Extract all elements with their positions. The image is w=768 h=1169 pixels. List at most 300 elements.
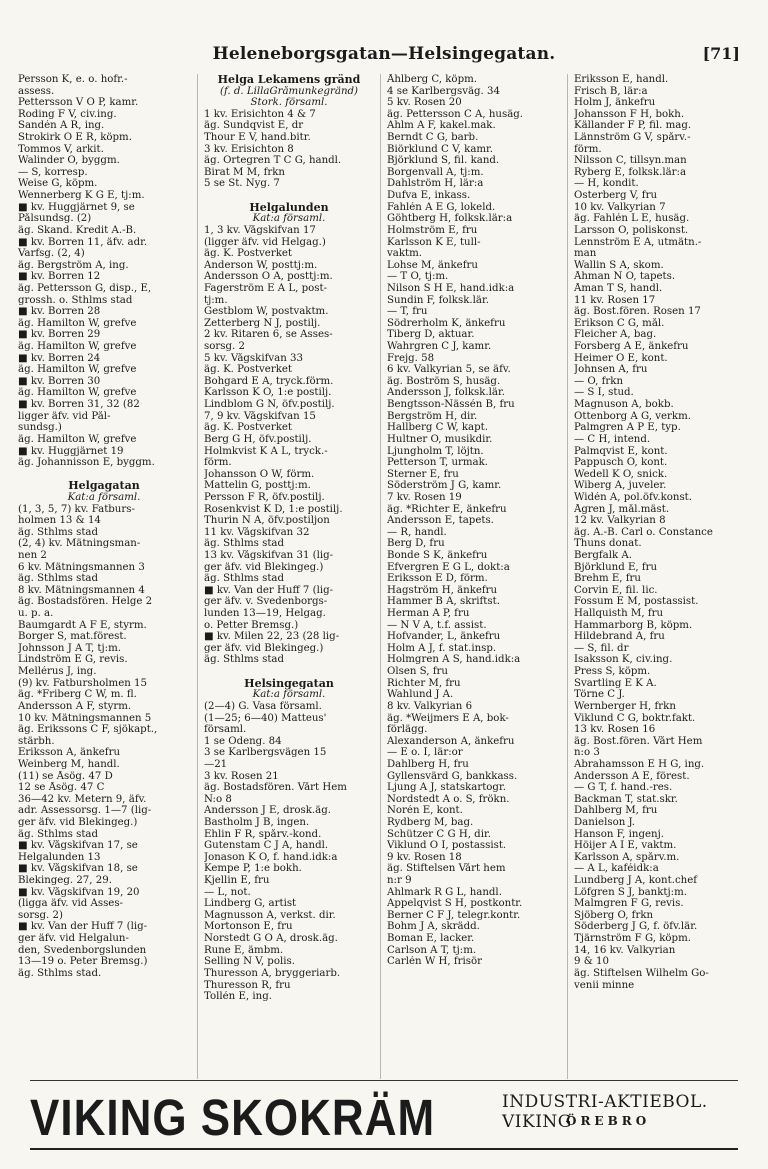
- directory-line: Strokirk O E R, köpm.: [18, 132, 132, 144]
- directory-line: — H, kondit.: [574, 178, 639, 190]
- directory-line: Larsson O, poliskonst.: [574, 224, 689, 236]
- directory-line: tj:m.: [204, 294, 228, 306]
- directory-line: — N V A, t.f. assist.: [387, 619, 487, 631]
- ad-rule-top: [30, 1080, 738, 1081]
- directory-line: Ahlmark R G L, handl.: [387, 886, 502, 898]
- directory-line: Baumgardt A F E, styrm.: [18, 619, 147, 631]
- directory-line: Pettersson V O P, kamr.: [18, 97, 139, 109]
- directory-line: ligger äfv. vid Pål-: [18, 410, 111, 422]
- directory-line: äg. Bost.fören. Vårt Hem: [574, 735, 703, 747]
- directory-line: ■ kv. Borren 24: [18, 352, 101, 364]
- directory-line: Corvin E, fil. lic.: [574, 584, 658, 596]
- directory-line: ■ kv. Vågskifvan 17, se: [18, 840, 138, 852]
- directory-line: Wahrgren C J, kamr.: [387, 341, 492, 353]
- directory-line: äg. Stiftelsen Wilhelm Go-: [574, 967, 709, 979]
- directory-line: Norstedt G O A, drosk.äg.: [204, 933, 338, 945]
- directory-line: Fleicher A, bag.: [574, 329, 657, 341]
- directory-line: 6 kv. Valkyrian 5, se äfv.: [387, 364, 511, 376]
- directory-line: ■ kv. Huggjärnet 9, se: [18, 201, 135, 213]
- directory-line: [204, 666, 374, 678]
- directory-line: äg. Sundqvist E, dr: [204, 120, 304, 132]
- advertisement-banner: [30, 1090, 738, 1150]
- directory-line: assess.: [18, 85, 55, 97]
- directory-line: Danielson J.: [574, 817, 636, 828]
- directory-line: holmen 13 & 14: [18, 515, 101, 527]
- directory-line: äg. Bost.fören. Rosen 17: [574, 306, 701, 318]
- directory-line: Höijer A I E, vaktm.: [574, 840, 677, 852]
- directory-line: Södrerholm K, änkefru: [387, 317, 506, 329]
- directory-line: Hallberg C W, kapt.: [387, 422, 488, 434]
- directory-line: Borger S, mat.förest.: [18, 631, 127, 643]
- directory-line: (f. d. LillaGråmunkegränd): [219, 85, 359, 97]
- directory-line: Lennström E A, utmätn.-: [574, 236, 702, 248]
- directory-line: Ehlin F R, spårv.-kond.: [204, 828, 322, 840]
- directory-line: n:r 9: [387, 875, 412, 887]
- directory-line: 8 kv. Valkyrian 6: [387, 700, 473, 712]
- directory-line: Hammer B A, skriftst.: [387, 596, 500, 608]
- directory-line: Andersson O A, posttj:m.: [204, 271, 333, 283]
- directory-line: ■ kv. Borren 29: [18, 329, 101, 341]
- directory-line: — T O, tj:m.: [387, 271, 449, 283]
- directory-line: Wallin S A, skom.: [574, 259, 664, 271]
- directory-line: grossh. o. Sthlms stad: [18, 294, 133, 306]
- directory-line: Herman A P, fru: [387, 608, 470, 620]
- directory-line: 13—19 o. Peter Bremsg.): [18, 956, 148, 968]
- directory-line: Carlén W H, frisör: [387, 956, 483, 968]
- directory-line: lunden 13—19, Helgag.: [204, 608, 326, 620]
- directory-line: Karlsson K E, tull-: [387, 236, 481, 248]
- directory-line: Roding F V, civ.ing.: [18, 108, 117, 120]
- directory-line: Thurin N A, öfv.postiljon: [204, 515, 330, 527]
- directory-line: ■ kv. Borren 28: [18, 306, 101, 318]
- directory-line: adr. Assessorsg. 1—7 (lig-: [18, 805, 152, 817]
- directory-line: u. p. a.: [18, 608, 54, 620]
- directory-line: Lohse M, änkefru: [387, 259, 478, 271]
- directory-line: Borgenvall A, tj:m.: [387, 166, 484, 178]
- column-1: [18, 74, 190, 1079]
- directory-line: Ågren J, mål.mäst.: [574, 503, 670, 515]
- directory-line: Gutenstam C J A, handl.: [204, 840, 329, 852]
- directory-line: Tommos V, arkit.: [18, 143, 104, 155]
- directory-line: äg. K. Postverket: [204, 422, 293, 434]
- directory-line: Lännström G V, spårv.-: [574, 132, 691, 144]
- directory-line: ■ kv. Van der Huff 7 (lig-: [18, 921, 148, 933]
- directory-line: Sterner E, fru: [387, 468, 459, 480]
- directory-line: ger äfv. vid Blekingeg.): [204, 642, 324, 654]
- directory-line: 10 kv. Valkyrian 7: [574, 201, 666, 213]
- directory-line: Anderson W, posttj:m.: [204, 259, 318, 271]
- directory-line: Zetterberg N J, postilj.: [204, 317, 321, 329]
- directory-line: äg. *Friberg C W, m. fl.: [18, 689, 137, 701]
- directory-line: Efvergren E G L, dokt:a: [387, 561, 510, 573]
- directory-line: Sandén A R, ing.: [18, 120, 105, 132]
- ad-rule-bottom: [30, 1148, 738, 1150]
- directory-line: Forsberg A E, änkefru: [574, 341, 689, 353]
- directory-line: (2, 4) kv. Mätningsman-: [18, 538, 141, 550]
- directory-line: Palmqvist E, kont.: [574, 445, 668, 457]
- directory-line: Andersson E, tapets.: [387, 515, 494, 527]
- directory-line: Magnuson A, bokb.: [574, 399, 674, 411]
- directory-line: Söderström J G, kamr.: [387, 480, 502, 492]
- directory-line: Press S, köpm.: [574, 666, 651, 678]
- directory-line: Fahlén A E G, lokeld.: [387, 201, 496, 213]
- directory-line: 5 kv. Vågskifvan 33: [204, 352, 303, 364]
- directory-line: Sjöberg O, frkn: [574, 909, 654, 921]
- directory-line: Andersson A F, styrm.: [18, 700, 132, 712]
- directory-line: Svartling E K A.: [574, 677, 657, 689]
- directory-line: äg. Sthlms stad: [204, 573, 285, 585]
- directory-line: Sundin F, folksk.lär.: [387, 294, 489, 306]
- directory-line: 1 se Odeng. 84: [204, 735, 282, 747]
- directory-line: — O, frkn: [574, 375, 624, 387]
- directory-line: Andersson J E, drosk.äg.: [204, 805, 331, 817]
- directory-line: Nordstedt A o. S, frökn.: [387, 793, 510, 805]
- directory-line: Fossum E M, postassist.: [574, 596, 699, 608]
- directory-line: — L, not.: [204, 886, 251, 898]
- directory-line: Wedell K O, snick.: [574, 468, 668, 480]
- directory-line: 1, 3 kv. Vågskifvan 17: [204, 224, 316, 236]
- directory-columns: [18, 74, 754, 1079]
- directory-line: Kat:a församl.: [252, 689, 326, 701]
- directory-line: Biörklund C V, kamr.: [387, 143, 494, 155]
- directory-line: 8 kv. Mätningsmannen 4: [18, 584, 145, 596]
- directory-line: stärbh.: [18, 735, 55, 747]
- directory-line: Bergström H, dir.: [387, 410, 478, 422]
- directory-line: Fagerström E A L, post-: [204, 282, 328, 294]
- directory-line: Lindblom G N, öfv.postilj.: [204, 399, 335, 411]
- directory-line: Blekingeg. 27, 29.: [18, 875, 112, 887]
- directory-line: äg. Sthlms stad: [18, 573, 99, 585]
- directory-line: den, Svedenborgslunden: [18, 944, 147, 956]
- directory-line: Hanson F, ingenj.: [574, 828, 664, 840]
- directory-line: (9) kv. Fatbursholmen 15: [18, 677, 147, 689]
- directory-line: ■ kv. Borren 11, äfv. adr.: [18, 236, 148, 248]
- directory-line: sorsg. 2: [204, 341, 245, 353]
- directory-line: Viklund O I, postassist.: [387, 840, 507, 852]
- directory-line: Berg D, fru: [387, 538, 445, 550]
- directory-line: Holmgren A S, hand.idk:a: [387, 654, 521, 666]
- directory-line: Lindberg G, artist: [204, 898, 297, 910]
- directory-line: Källander F P, fil. mag.: [574, 120, 692, 132]
- directory-line: 6 kv. Mätningsmannen 3: [18, 561, 145, 573]
- directory-line: förm.: [574, 143, 602, 155]
- directory-line: äg. Hamilton W, grefve: [18, 317, 137, 329]
- directory-line: 9 & 10: [574, 956, 609, 968]
- directory-line: ■ kv. Borren 31, 32 (82: [18, 399, 140, 411]
- ad-company: INDUSTRI-AKTIEBOL. VIKING: [502, 1092, 708, 1132]
- directory-line: äg. Sthlms stad: [204, 538, 285, 550]
- directory-line: Palmgren A P E, typ.: [574, 422, 681, 434]
- directory-line: Selling N V, polis.: [204, 956, 295, 968]
- directory-line: Thuresson A, bryggeriarb.: [204, 967, 341, 979]
- directory-line: (11) se Åsög. 47 D: [18, 770, 113, 782]
- directory-line: Petterson T, urmak.: [387, 457, 489, 469]
- directory-line: Dahlström H, lär:a: [387, 178, 484, 190]
- directory-line: ■ kv. Vågskifvan 18, se: [18, 863, 138, 875]
- directory-line: Appelqvist S H, postkontr.: [387, 898, 523, 910]
- directory-line: äg. K. Postverket: [204, 248, 293, 260]
- column-divider: [567, 74, 568, 1079]
- directory-line: Malmgren F G, revis.: [574, 898, 684, 910]
- directory-line: Dahlberg M, fru: [574, 805, 658, 817]
- directory-line: äg. Erikssons C F, sjökapt.,: [18, 724, 158, 736]
- directory-line: äg. Sthlms stad: [18, 526, 99, 538]
- directory-line: (ligga äfv. vid Asses-: [18, 898, 123, 910]
- directory-line: Berg G H, öfv.postilj.: [204, 433, 312, 445]
- directory-line: Hildebrand A, fru: [574, 631, 665, 643]
- ad-city: ÖREBRO: [566, 1114, 651, 1128]
- directory-line: Hallquisth M, fru: [574, 608, 664, 620]
- column-2: [204, 74, 374, 1079]
- directory-line: 7, 9 kv. Vågskifvan 15: [204, 410, 316, 422]
- directory-line: Kat:a församl.: [67, 491, 141, 503]
- directory-line: äg. Stiftelsen Vårt hem: [387, 863, 506, 875]
- directory-line: Österberg V, fru: [574, 190, 658, 202]
- directory-line: äg. *Weijmers E A, bok-: [387, 712, 509, 724]
- directory-line: Hultner O, musikdir.: [387, 433, 493, 445]
- ad-brand: VIKING SKOKRÄM: [30, 1090, 436, 1147]
- directory-line: ger äfv. vid Blekingeg.): [204, 561, 324, 573]
- directory-line: Weise G, köpm.: [18, 178, 98, 190]
- directory-line: Alexanderson A, änkefru: [387, 735, 515, 747]
- directory-line: ■ kv. Vågskifvan 19, 20: [18, 886, 140, 898]
- directory-line: N:o 8: [204, 793, 232, 805]
- column-4: [574, 74, 754, 1079]
- directory-line: Karlsson K O, 1:e postilj.: [204, 387, 332, 399]
- directory-line: äg. Boström S, husäg.: [387, 375, 501, 387]
- directory-line: Viklund C G, boktr.fakt.: [574, 712, 696, 724]
- directory-line: Wennerberg K G E, tj:m.: [18, 190, 145, 202]
- directory-line: äg. Örtegren T C G, handl.: [204, 155, 342, 167]
- directory-line: Mattelin G, posttj:m.: [204, 480, 311, 492]
- directory-line: Hammarborg B, köpm.: [574, 619, 693, 631]
- directory-line: — S, fil. dr: [574, 642, 629, 654]
- directory-line: 13 kv. Vågskifvan 31 (lig-: [204, 549, 334, 561]
- directory-line: Andersson A E, förest.: [574, 770, 690, 782]
- directory-line: Isaksson K, civ.ing.: [574, 654, 673, 666]
- directory-line: Eriksson E, handl.: [574, 74, 669, 85]
- directory-line: Gestblom W, postvaktm.: [204, 306, 329, 318]
- directory-line: Göhtberg H, folksk.lär:a: [387, 213, 513, 225]
- directory-line: nen 2: [18, 549, 47, 561]
- directory-line: äg. *Richter E, änkefru: [387, 503, 507, 515]
- directory-line: Berndt C G, barb.: [387, 132, 479, 144]
- directory-line: Schützer C G H, dir.: [387, 828, 491, 840]
- directory-line: ■ kv. Van der Huff 7 (lig-: [204, 584, 334, 596]
- directory-line: sundsg.): [18, 422, 62, 434]
- directory-line: Eriksson E D, förm.: [387, 573, 488, 585]
- directory-line: äg. Hamilton W, grefve: [18, 341, 137, 353]
- directory-line: Dahlberg H, fru: [387, 758, 469, 770]
- directory-line: Wiberg A, juveler.: [574, 480, 667, 492]
- directory-line: Holm J, änkefru: [574, 97, 656, 109]
- directory-line: 3 kv. Erisichton 8: [204, 143, 294, 155]
- directory-line: Helga Lekamens gränd: [217, 74, 361, 86]
- directory-line: Wernberger H, frkn: [574, 700, 676, 712]
- directory-line: Weinberg M, handl.: [18, 758, 120, 770]
- directory-line: äg. Pettersson C A, husäg.: [387, 108, 524, 120]
- directory-line: Magnusson A, verkst. dir.: [204, 909, 336, 921]
- directory-line: Norén E, kont.: [387, 805, 463, 817]
- directory-line: 4 se Karlbergsväg. 34: [387, 85, 500, 97]
- directory-line: Wahlund J A.: [387, 689, 454, 701]
- directory-line: Bohm J A, skrädd.: [387, 921, 480, 933]
- directory-line: Lundberg J A, kont.chef: [574, 875, 698, 887]
- directory-line: Kempe P, 1:e bokh.: [204, 863, 302, 875]
- directory-line: Pappusch O, kont.: [574, 457, 668, 469]
- directory-line: ■ kv. Borren 12: [18, 271, 101, 283]
- directory-line: ■ kv. Milen 22, 23 (28 lig-: [204, 631, 340, 643]
- directory-line: Kat:a församl.: [252, 213, 326, 225]
- directory-line: Frejg. 58: [387, 352, 435, 364]
- directory-line: 36—42 kv. Metern 9, äfv.: [18, 793, 147, 805]
- directory-line: vaktm.: [387, 248, 422, 260]
- directory-line: äg. Hamilton W, grefve: [18, 364, 137, 376]
- directory-line: — R, handl.: [387, 526, 447, 538]
- directory-line: Helgagatan: [68, 480, 140, 492]
- directory-line: [204, 190, 374, 202]
- page-title: Heleneborgsgatan—Helsingegatan.: [212, 44, 556, 64]
- directory-line: Tollén E, ing.: [204, 991, 272, 1003]
- directory-line: Abrahamsson E H G, ing.: [574, 758, 705, 770]
- directory-line: 12 se Åsög. 47 C: [18, 782, 105, 794]
- directory-line: Nilson S H E, hand.idk:a: [387, 282, 515, 294]
- directory-line: n:o 3: [574, 747, 600, 759]
- directory-line: äg. Sthlms stad: [204, 654, 285, 666]
- directory-line: 3 se Karlbergsvägen 15: [204, 747, 327, 759]
- directory-line: Tjärnström F G, köpm.: [574, 933, 691, 945]
- directory-line: Hagström H, änkefru: [387, 584, 498, 596]
- directory-line: äg. Fahlén L E, husäg.: [574, 213, 690, 225]
- directory-line: Åhman N O, tapets.: [574, 271, 676, 283]
- directory-line: o. Petter Bremsg.): [204, 619, 299, 631]
- directory-line: Andersson J, folksk.lär.: [387, 387, 505, 399]
- directory-line: Johnsson J A T, tj:m.: [18, 642, 122, 654]
- directory-line: Backman T, stat.skr.: [574, 793, 678, 805]
- directory-line: Bergfalk A.: [574, 549, 633, 561]
- directory-line: 9 kv. Rosen 18: [387, 851, 462, 863]
- directory-line: Björklund S, fil. kand.: [387, 155, 500, 167]
- directory-line: Stork. församl.: [250, 97, 328, 109]
- directory-line: 10 kv. Mätningsmannen 5: [18, 712, 152, 724]
- directory-line: ■ kv. Borren 30: [18, 375, 101, 387]
- directory-line: — E o. I, lär:or: [387, 747, 463, 759]
- directory-line: Brehm E, fru: [574, 573, 641, 585]
- directory-line: Rosenkvist K D, 1:e postilj.: [204, 503, 343, 515]
- directory-line: Lindström E G, revis.: [18, 654, 128, 666]
- directory-line: Hofvander, L, änkefru: [387, 631, 501, 643]
- directory-line: Helsingegatan: [244, 677, 334, 690]
- directory-line: — A L, kaféidk:a: [574, 863, 659, 875]
- directory-line: Varfsg. (2, 4): [18, 248, 85, 260]
- directory-line: förlägg.: [387, 724, 428, 736]
- directory-line: (1, 3, 5, 7) kv. Fatburs-: [18, 503, 135, 515]
- directory-line: Johnsen A, fru: [574, 364, 648, 376]
- directory-line: Rune E, ämbm.: [204, 944, 284, 956]
- directory-line: Ljungholm T, löjtn.: [387, 445, 484, 457]
- directory-line: Ryberg E, folksk.lär:a: [574, 166, 687, 178]
- directory-line: Bohgard E A, tryck.förm.: [204, 375, 334, 387]
- directory-line: Helgalunden 13: [18, 851, 101, 863]
- directory-line: Åman T S, handl.: [574, 282, 663, 294]
- directory-line: Åhlberg C, köpm.: [387, 74, 477, 85]
- directory-line: Nilsson C, tillsyn.man: [574, 155, 687, 167]
- directory-line: Gyllensvärd G, bankkass.: [387, 770, 518, 782]
- directory-line: Helgalunden: [249, 201, 329, 214]
- directory-line: ■ kv. Huggjärnet 19: [18, 445, 124, 457]
- directory-line: Johansson O W, förm.: [204, 468, 315, 480]
- directory-line: 13 kv. Rosen 16: [574, 724, 656, 736]
- directory-line: Ottenborg A G, verkm.: [574, 410, 691, 422]
- directory-line: 11 kv. Vågskifvan 32: [204, 526, 310, 538]
- directory-line: äg. Johannisson E, byggm.: [18, 457, 155, 469]
- directory-line: Persson K, e. o. hofr.-: [18, 74, 128, 85]
- directory-line: äg. K. Postverket: [204, 364, 293, 376]
- directory-line: Bastholm J B, ingen.: [204, 817, 310, 828]
- directory-line: Widén A, pol.öfv.konst.: [574, 491, 693, 503]
- directory-line: ger äfv. vid Blekingeg.): [18, 817, 138, 828]
- directory-line: Mortonson E, fru: [204, 921, 293, 933]
- directory-line: Ljung A J, statskartogr.: [387, 782, 506, 794]
- directory-line: — T, fru: [387, 306, 428, 318]
- directory-line: — S I, stud.: [574, 387, 634, 399]
- directory-line: äg. Bostadsfören. Helge 2: [18, 596, 153, 608]
- directory-line: Richter M, fru: [387, 677, 461, 689]
- directory-line: — C H, intend.: [574, 433, 651, 445]
- directory-line: Söderberg J G, f. öfv.lär.: [574, 921, 698, 933]
- directory-line: 12 kv. Valkyrian 8: [574, 515, 666, 527]
- directory-line: Eriksson A, änkefru: [18, 747, 120, 759]
- directory-line: (1—25; 6—40) Matteus': [204, 712, 327, 724]
- directory-line: Walinder O, byggm.: [18, 155, 120, 167]
- directory-line: Mellérus J, ing.: [18, 666, 97, 678]
- directory-line: äg. A.-B. Carl o. Constance: [574, 526, 713, 538]
- directory-line: 11 kv. Rosen 17: [574, 294, 656, 306]
- directory-line: — G T, f. hand.-res.: [574, 782, 673, 794]
- column-divider: [380, 74, 381, 1079]
- directory-line: Ahlm A F, kakel.mak.: [387, 120, 496, 132]
- directory-line: äg. Bergström A, ing.: [18, 259, 129, 271]
- directory-line: ger äfv. vid Helgalun-: [18, 933, 129, 945]
- directory-line: Holm A J, f. stat.insp.: [387, 642, 497, 654]
- directory-line: äg. Hamilton W, grefve: [18, 433, 137, 445]
- directory-line: man: [574, 248, 597, 260]
- page-number: [71]: [702, 44, 740, 63]
- directory-line: 3 kv. Rosen 21: [204, 770, 279, 782]
- directory-line: Karlsson A, spårv.m.: [574, 851, 680, 863]
- directory-line: [18, 469, 190, 481]
- directory-line: förm.: [204, 457, 232, 469]
- directory-line: 1 kv. Erisichton 4 & 7: [204, 108, 316, 120]
- directory-line: Thuresson R, fru: [204, 979, 291, 991]
- directory-line: Rydberg M, bag.: [387, 817, 474, 828]
- directory-line: ger äfv. v. Svedenborgs-: [204, 596, 328, 608]
- directory-line: (ligger äfv. vid Helgag.): [204, 236, 326, 248]
- column-divider: [197, 74, 198, 1079]
- directory-line: Johansson F H, bokh.: [574, 108, 685, 120]
- directory-line: Olsen S, fru: [387, 666, 448, 678]
- directory-line: Boman E, lacker.: [387, 933, 475, 945]
- directory-line: 14, 16 kv. Valkyrian: [574, 944, 676, 956]
- directory-line: församl.: [204, 724, 247, 736]
- directory-line: Törne C J.: [574, 689, 625, 701]
- directory-line: Jonason K O, f. hand.idk:a: [204, 851, 338, 863]
- directory-line: äg. Bostadsfören. Vårt Hem: [204, 782, 347, 794]
- directory-line: Heimer O E, kont.: [574, 352, 668, 364]
- directory-line: äg. Pettersson G, disp., E,: [18, 282, 152, 294]
- directory-line: Bonde S K, änkefru: [387, 549, 488, 561]
- directory-line: Thour E V, hand.bitr.: [204, 132, 311, 144]
